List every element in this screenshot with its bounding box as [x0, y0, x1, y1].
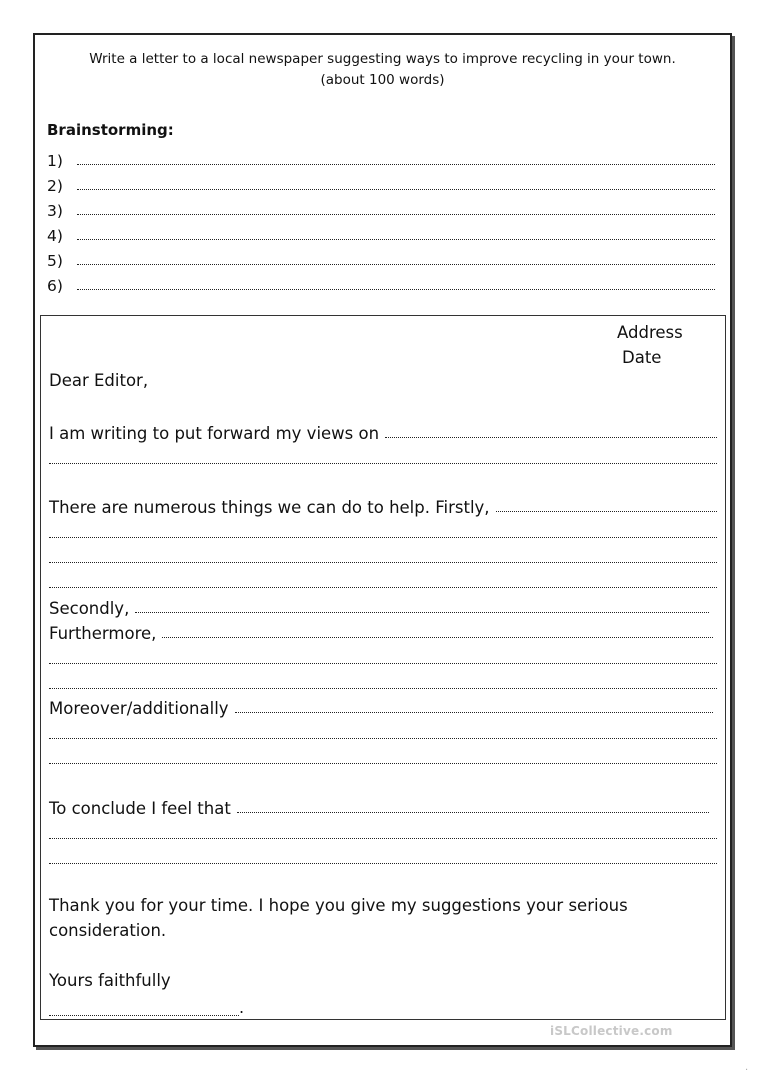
blank-line — [49, 669, 717, 694]
secondly-line — [49, 593, 709, 618]
conclude-text: To conclude I feel that — [49, 799, 231, 818]
answer-line[interactable] — [77, 164, 715, 165]
conclude-line — [49, 793, 709, 818]
corner-mark: . — [745, 1062, 749, 1073]
firstly-line — [49, 492, 717, 517]
blank-line — [49, 518, 717, 543]
blank-line — [49, 719, 717, 744]
brainstorm-number: 6) — [47, 277, 63, 295]
answer-line[interactable] — [135, 612, 709, 613]
signature-line[interactable] — [49, 995, 239, 1016]
task-instructions — [35, 49, 730, 91]
address-block — [617, 320, 683, 370]
opening-text: I am writing to put forward my views on — [49, 424, 380, 443]
brainstorm-number: 2) — [47, 177, 63, 195]
thanks-line-1: Thank you for your time. I hope you give my suggestions your serious — [49, 896, 628, 915]
secondly-text: Secondly, — [49, 599, 130, 618]
watermark: iSLCollective.com — [550, 1024, 673, 1038]
blank-line — [49, 819, 717, 844]
brainstorming-list — [47, 145, 715, 295]
date-label: Date — [622, 348, 662, 367]
answer-line[interactable] — [77, 189, 715, 190]
brainstorm-item — [47, 245, 715, 270]
brainstorming-title: Brainstorming: — [47, 121, 174, 139]
furthermore-line — [49, 618, 713, 643]
answer-line[interactable] — [49, 688, 717, 689]
closing: Yours faithfully — [49, 971, 171, 990]
brainstorm-number: 5) — [47, 252, 63, 270]
brainstorm-number: 3) — [47, 202, 63, 220]
brainstorm-number: 1) — [47, 152, 63, 170]
thanks-line-2: consideration. — [49, 921, 167, 940]
answer-line[interactable] — [49, 562, 717, 563]
brainstorm-item — [47, 270, 715, 295]
blank-line — [49, 744, 717, 769]
answer-line[interactable] — [49, 463, 717, 464]
instruction-line-2: (about 100 words) — [320, 72, 445, 88]
answer-line[interactable] — [49, 863, 717, 864]
firstly-text: There are numerous things we can do to help. Firstly, — [49, 498, 490, 517]
brainstorm-item — [47, 195, 715, 220]
blank-line — [49, 644, 717, 669]
salutation: Dear Editor, — [49, 371, 149, 390]
moreover-line — [49, 693, 713, 718]
answer-line[interactable] — [385, 437, 717, 438]
answer-line[interactable] — [496, 511, 717, 512]
letter-template-box — [40, 315, 726, 1020]
answer-line[interactable] — [49, 663, 717, 664]
answer-line[interactable] — [49, 587, 717, 588]
blank-line — [49, 568, 717, 593]
signature-end-mark: . — [239, 998, 245, 1017]
answer-line[interactable] — [49, 537, 717, 538]
brainstorm-number: 4) — [47, 227, 63, 245]
brainstorm-item — [47, 145, 715, 170]
answer-line[interactable] — [162, 637, 713, 638]
answer-line[interactable] — [77, 289, 715, 290]
answer-line[interactable] — [77, 239, 715, 240]
moreover-text: Moreover/additionally — [49, 699, 229, 718]
furthermore-text: Furthermore, — [49, 624, 157, 643]
worksheet-frame — [33, 33, 732, 1047]
blank-line — [49, 844, 717, 869]
answer-line[interactable] — [49, 738, 717, 739]
answer-line[interactable] — [237, 812, 709, 813]
brainstorm-item — [47, 220, 715, 245]
brainstorm-item — [47, 170, 715, 195]
answer-line[interactable] — [49, 763, 717, 764]
answer-line[interactable] — [77, 214, 715, 215]
answer-line[interactable] — [77, 264, 715, 265]
opening-line — [49, 418, 717, 443]
address-label: Address — [617, 323, 683, 342]
answer-line[interactable] — [235, 712, 713, 713]
blank-line — [49, 444, 717, 469]
instruction-line-1: Write a letter to a local newspaper suggesting ways to improve recycling in your town. — [89, 51, 676, 67]
answer-line[interactable] — [49, 838, 717, 839]
blank-line — [49, 543, 717, 568]
